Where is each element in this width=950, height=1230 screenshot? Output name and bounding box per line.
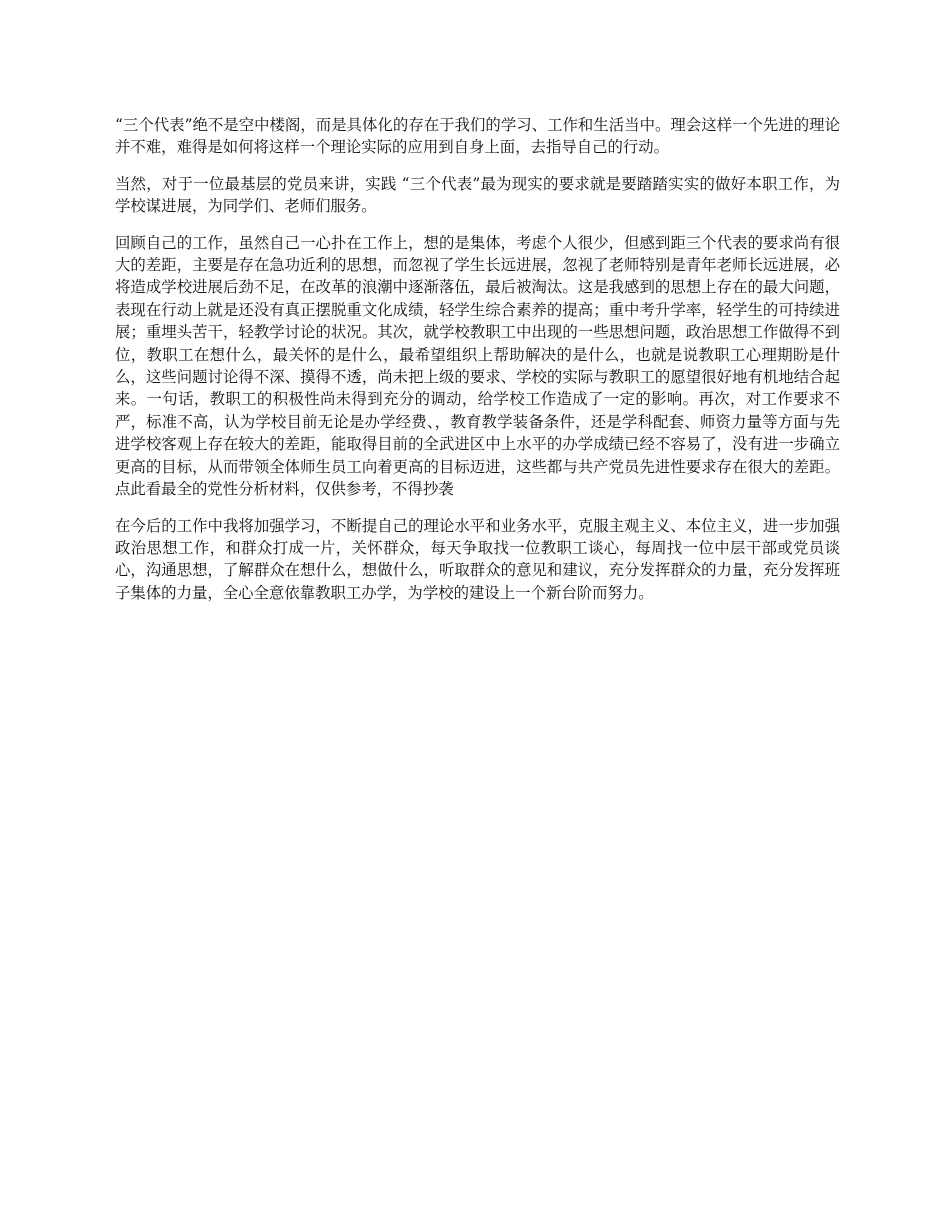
document-page <box>115 114 840 618</box>
paragraph-plan: 在今后的工作中我将加强学习，不断提自己的理论水平和业务水平，克服主观主义、本位主义，进一步加强政治思想工作，和群众打成一片，关怀群众，每天争取找一位教职工谈心，每周找一位中层干部或党员谈心，沟通思想，了解群众在想什么，想做什么，听取群众的意见和建议，充分发挥群众的力量，充分发挥班子集体的力量，全心全意依靠教职工办学，为学校的建设上一个新台阶而努力。 <box>115 516 840 602</box>
paragraph-intro: “三个代表”绝不是空中楼阁，而是具体化的存在于我们的学习、工作和生活当中。理会这样一个先进的理论并不难，难得是如何将这样一个理论实际的应用到自身上面，去指导自己的行动。 <box>115 116 840 157</box>
paragraph-review: 回顾自己的工作，虽然自己一心扑在工作上，想的是集体，考虑个人很少，但感到距三个代表的要求尚有很大的差距，主要是存在急功近利的思想，而忽视了学生长远进展，忽视了老师特别是青年老师长远进展，必将造成学校进展后劲不足，在改革的浪潮中逐渐落伍，最后被淘汰。这是我感到的思想上存在的最大问题，表现在行动上就是还没有真正摆脱重文化成绩，轻学生综合素养的提高；重中考升学率，轻学生的可持续进展；重埋头苦干，轻教学讨论的状况。其次，就学校教职工中出现的一些思想问题，政治思想工作做得不到位，教职工在想什么，最关怀的是什么，最希望组织上帮助解决的是什么，也就是说教职工心理期盼是什么，这些问题讨论得不深、摸得不透，尚未把上级的要求、学校的实际与教职工的愿望很好地有机地结合起来。一句话，教职工的积极性尚未得到充分的调动，给学校工作造成了一定的影响。再次，对工作要求不严，标准不高，认为学校目前无论是办学经费、，教育教学装备条件，还是学科配套、师资力量等方面与先进学校客观上存在较大的差距，能取得目前的全武进区中上水平的办学成绩已经不容易了，没有进一步确立更高的目标，从而带领全体师生员工向着更高的目标迈进，这些都与共产党员先进性要求存在很大的差距。点此看最全的党性分析材料，仅供参考，不得抄袭 <box>115 233 840 499</box>
paragraph-practice: 当然，对于一位最基层的党员来讲，实践 “三个代表”最为现实的要求就是要踏踏实实的做好本职工作，为学校谋进展，为同学们、老师们服务。 <box>115 174 840 216</box>
